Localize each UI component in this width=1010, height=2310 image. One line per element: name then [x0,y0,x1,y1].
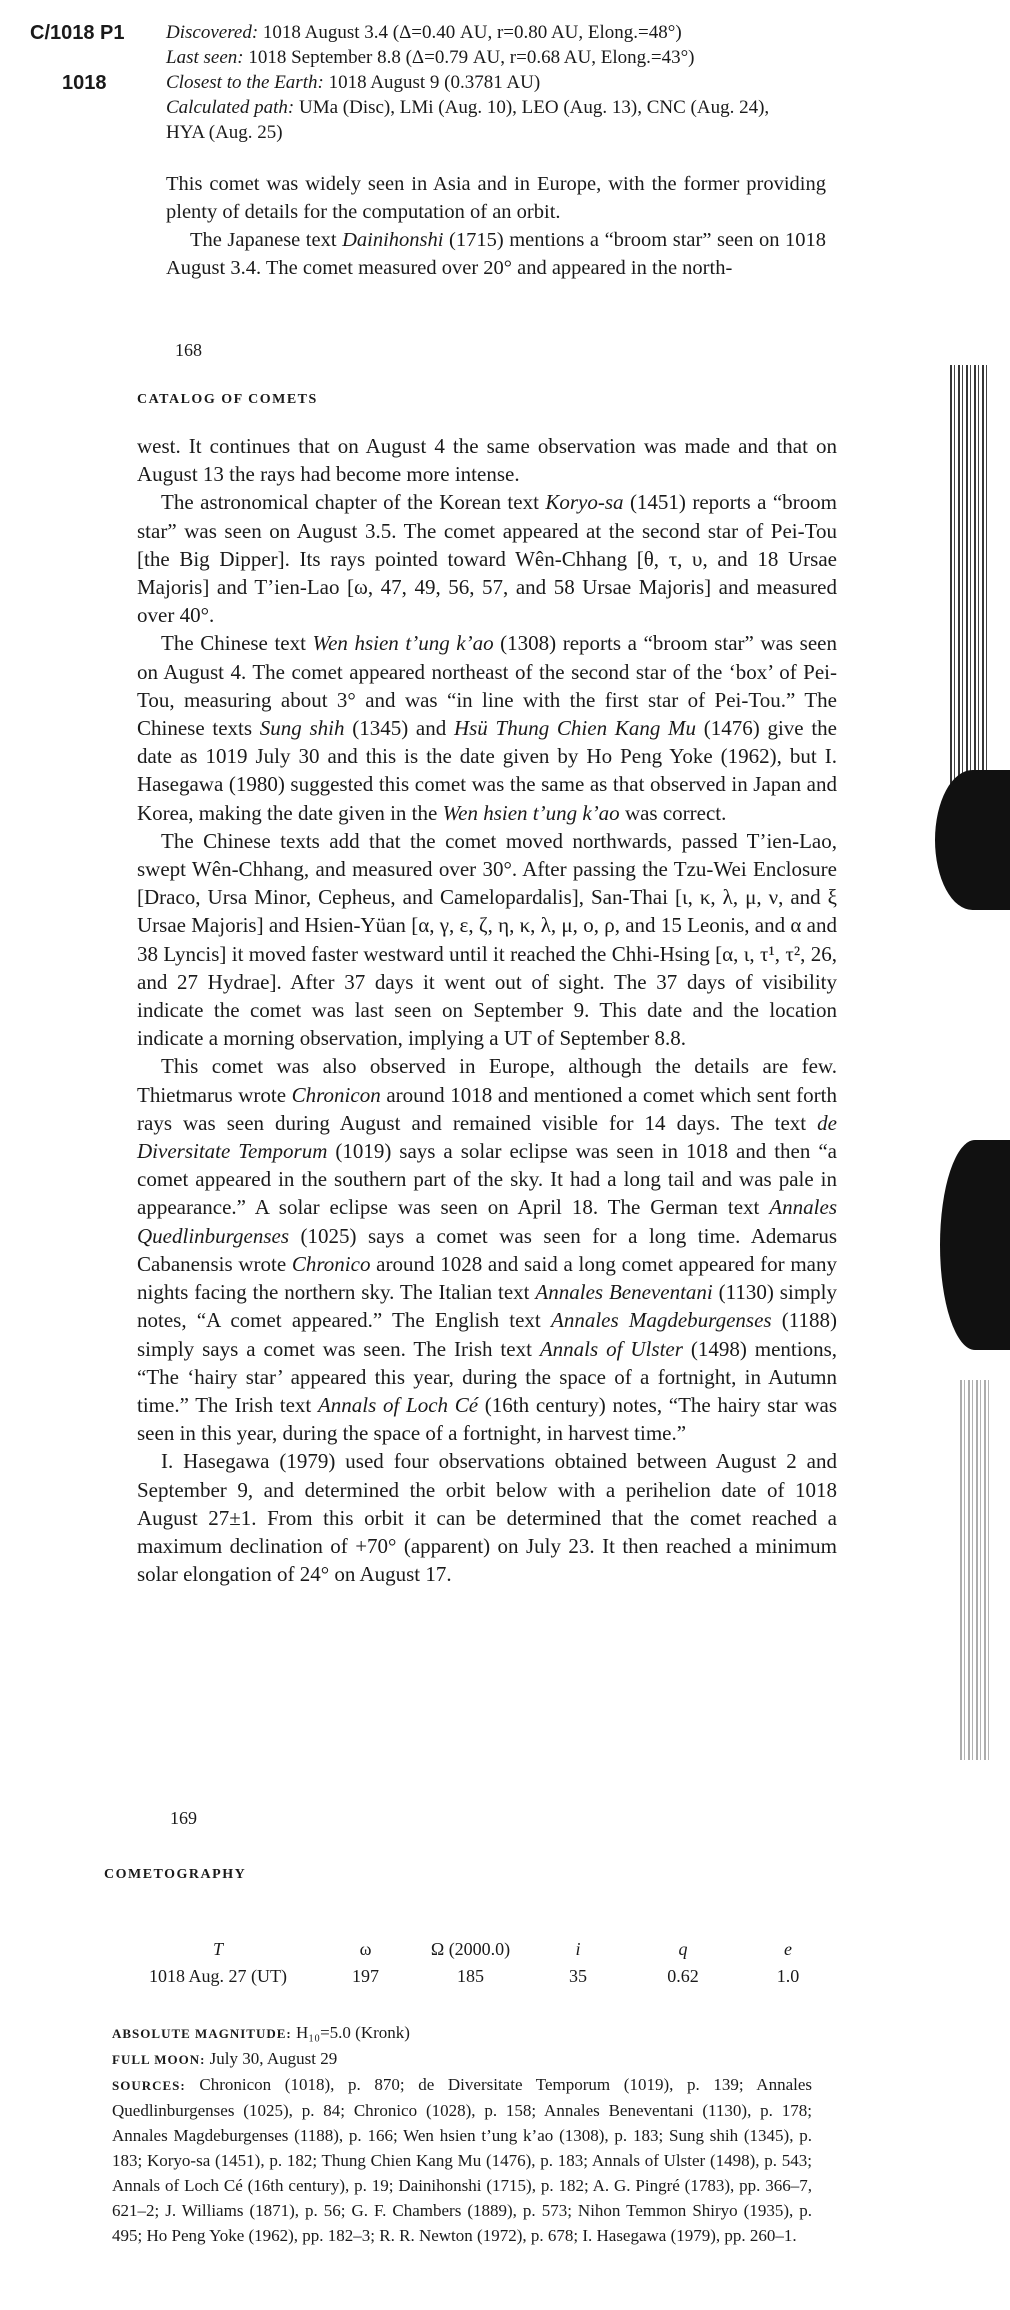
page-number-168: 168 [175,340,202,360]
page1-body [166,170,826,282]
scan-shadow-blob-upper [935,770,1010,910]
meta-discovered: Discovered: 1018 August 3.4 (Δ=0.40 AU, r=0.80 AU, Elong.=48°) [166,22,682,43]
header-node: Ω (2000.0) [430,1938,511,1959]
note-full-moon: FULL MOON: July 30, August 29 [112,2049,338,2068]
para-chinese-motion: The Chinese texts add that the comet moved northwards, passed T’ien-Lao, swept Wên-Chhang, and measured over 30°. After passing the Tzu-Wei Enclosure [Draco, Ursa Minor, Cepheus, and Camelopardalis], San-Thai [ι, κ, λ, μ, ν, and ξ Ursae Majoris] and Hsien-Yüan [α, γ, ε, ζ, η, κ, λ, μ, ο, ρ, and 15 Leonis, and α and 38 Lyncis] it moved faster westward until it reached the Chhi-Hsing [α, ι, τ¹, τ², 26, and 27 Hydrae]. After 37 days it went out of sight. The 37 days of visibility indicate the comet was last seen on September 9. This date and the location indicate a morning observation, implying a UT of September 8.8. [137,828,837,1051]
value-q: 0.62 [667,1966,699,1986]
meta-path: Calculated path: UMa (Disc), LMi (Aug. 10), LEO (Aug. 13), CNC (Aug. 24), [166,97,770,118]
value-e: 1.0 [776,1966,800,1986]
notes-block [112,2020,812,2248]
orbit-header-row [118,1932,838,1966]
meta-path-cont: HYA (Aug. 25) [166,122,283,143]
para-korean: The astronomical chapter of the Korean text Koryo-sa (1451) reports a “broom star” was seen on August 3.5. The comet appeared at the second star of Pei-Tou [the Big Dipper]. Its rays pointed toward Wên-Chhang [θ, τ, υ, and 18 Ursae Majoris] and T’ien-Lao [ω, 47, 49, 56, 57, and 58 Ursae Majoris] and measured over 40°. [137,490,837,628]
running-head-cometography: COMETOGRAPHY [104,1867,247,1882]
value-node: 185 [457,1966,484,1986]
running-head-catalog: CATALOG OF COMETS [137,392,318,407]
orbit-value-row [118,1966,838,1987]
comet-designation: C/1018 P1 [30,22,125,44]
comet-metadata [166,20,886,145]
value-inclination: 35 [569,1966,587,1986]
scan-shadow-faint [960,1380,990,1760]
note-absolute-magnitude: ABSOLUTE MAGNITUDE: H₁₀=5.0 (Kronk) [112,2023,410,2042]
orbit-table [118,1932,838,1987]
page-number-169: 169 [170,1808,197,1828]
meta-closest: Closest to the Earth: 1018 August 9 (0.3781 AU) [166,72,541,93]
meta-last-seen: Last seen: 1018 September 8.8 (Δ=0.79 AU, r=0.68 AU, Elong.=43°) [166,47,695,68]
value-omega: 197 [352,1966,379,1986]
para-chinese-texts: The Chinese text Wen hsien t’ung k’ao (1308) reports a “broom star” was seen on August 4. The comet appeared northeast of the second star of the ‘box’ of Pei-Tou, measuring about 3° and was “in line with the first star of Pei-Tou.” The Chinese texts Sung shih (1345) and Hsü Thung Chien Kang Mu (1476) give the date as 1019 July 30 and this is the date given by Ho Peng Yoke (1962), but I. Hasegawa (1980) suggested this comet was the same as that observed in Japan and Korea, making the date given in the Wen hsien t’ung k’ao was correct. [137,631,837,825]
scan-shadow-blob-lower [940,1140,1010,1350]
para-japanese: The Japanese text Dainihonshi (1715) mentions a “broom star” seen on 1018 August 3.4. The comet measured over 20° and appeared in the north- [166,229,826,279]
header-q: q [678,1938,688,1959]
header-T: T [212,1938,223,1959]
para-europe: This comet was also observed in Europe, although the details are few. Thietmarus wrote Chronicon around 1018 and mentioned a comet which sent forth rays was seen during August and remained visible for 14 days. The text de Diversitate Temporum (1019) says a solar eclipse was seen in 1018 and then “a comet appeared in the southern part of the sky. It had a long tail and was pale in appearance.” A solar eclipse was seen on April 18. The German text Annales Quedlinburgenses (1025) says a comet was seen for a long time. Ademarus Cabanensis wrote Chronico around 1028 and said a long comet appeared for many nights facing the northern sky. The Italian text Annales Beneventani (1130) simply notes, “A comet appeared.” The English text Annales Magdeburgenses (1188) simply says a comet was seen. The Irish text Annals of Ulster (1498) mentions, “The ‘hairy star’ appeared this year, during the space of a fortnight, in Autumn time.” The Irish text Annals of Loch Cé (16th century) notes, “The hairy star was seen in this year, during the space of a fortnight, in harvest time.” [137,1054,838,1446]
comet-year: 1018 [62,72,107,94]
header-inclination: i [575,1938,581,1959]
para-intro: This comet was widely seen in Asia and in Europe, with the former providing plenty of details for the computation of an orbit. [166,173,826,223]
value-T: 1018 Aug. 27 (UT) [149,1966,287,1986]
header-omega: ω [359,1938,372,1959]
page2-body [137,432,837,1588]
header-e: e [784,1938,792,1959]
para-orbit: I. Hasegawa (1979) used four observations obtained between August 2 and September 9, and determined the orbit below with a perihelion date of 1018 August 27±1. From this orbit it can be determined that the comet reached a maximum declination of +70° (apparent) on July 23. It then reached a minimum solar elongation of 24° on August 17. [137,1449,837,1587]
para-continuation: west. It continues that on August 4 the same observation was made and that on August 13 the rays had become more intense. [137,434,837,487]
note-sources: SOURCES: Chronicon (1018), p. 870; de Diversitate Temporum (1019), p. 139; Annales Quedlinburgenses (1025), p. 84; Chronico (1028), p. 158; Annales Beneventani (1130), p. 178; Annales Magdeburgenses (1188), p. 166; Wen hsien t’ung k’ao (1308), p. 183; Sung shih (1345), p. 183; Koryo-sa (1451), p. 182; Thung Chien Kang Mu (1476), p. 183; Annals of Ulster (1498), p. 543; Annals of Loch Cé (16th century), p. 19; Dainihonshi (1715), p. 182; A. G. Pingré (1783), pp. 366–7, 621–2; J. Williams (1871), p. 56; G. F. Chambers (1889), p. 573; Nihon Temmon Shiryo (1935), p. 495; Ho Peng Yoke (1962), pp. 182–3; R. R. Newton (1972), p. 678; I. Hasegawa (1979), pp. 260–1. [112,2075,812,2245]
